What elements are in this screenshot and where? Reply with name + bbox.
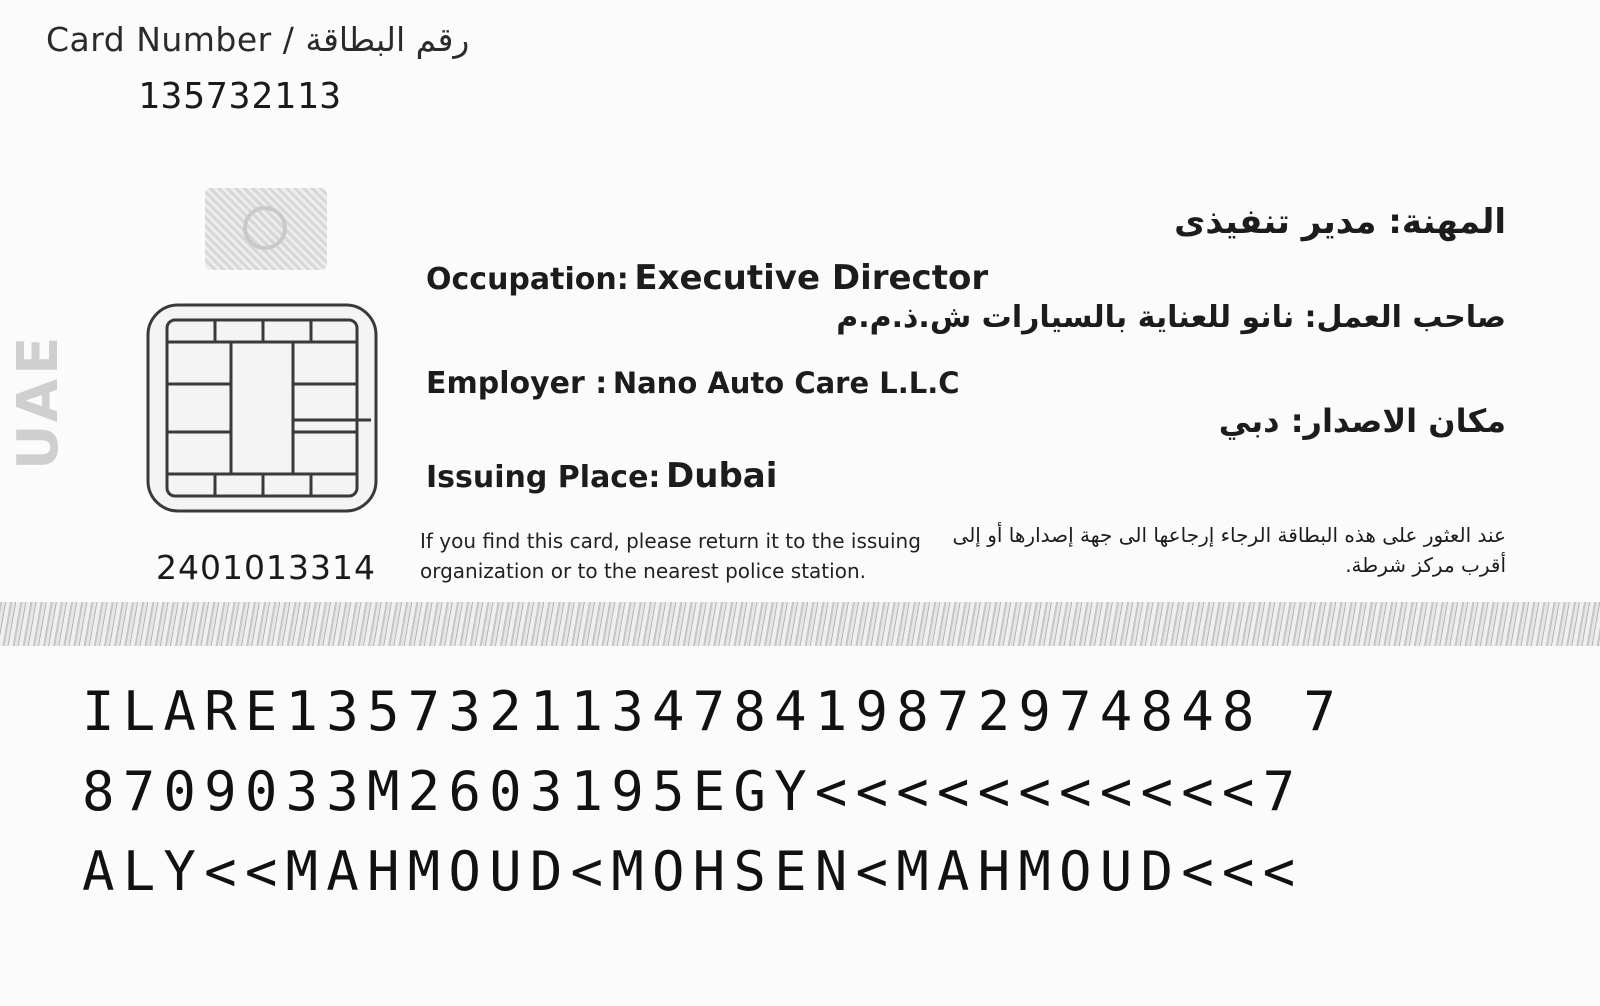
employer-ar: صاحب العمل: نانو للعناية بالسيارات ش.ذ.م.م	[836, 300, 1506, 335]
issuing-place-row	[426, 456, 777, 496]
return-notice-en-line2: organization or to the nearest police station.	[420, 559, 866, 583]
issuing-place-label: Issuing Place:	[426, 460, 661, 495]
card-serial-number: 2401013314	[156, 548, 376, 587]
occupation-value: Executive Director	[634, 258, 989, 298]
emblem-icon	[205, 188, 327, 270]
occupation-row	[426, 258, 988, 298]
employer-value: Nano Auto Care L.L.C	[612, 366, 960, 400]
issuing-place-value: Dubai	[666, 456, 778, 496]
return-notice-en	[420, 526, 921, 586]
mrz-line-2: 8709033M2603195EGY<<<<<<<<<<<7	[82, 760, 1304, 823]
return-notice-en-line1: If you find this card, please return it to the issuing	[420, 529, 921, 553]
employer-row	[426, 366, 960, 401]
occupation-ar: المهنة: مدير تنفيذى	[1174, 202, 1506, 242]
card-number-label-en: Card Number /	[46, 20, 295, 59]
return-notice-ar: عند العثور على هذه البطاقة الرجاء إرجاعها الى جهة إصدارها أو إلى أقرب مركز شرطة.	[952, 523, 1506, 577]
smart-chip-icon	[145, 302, 379, 514]
employer-label: Employer :	[426, 366, 608, 401]
country-watermark: UAE	[6, 332, 71, 470]
mrz-line-1: ILARE135732113478419872974848 7	[82, 680, 1345, 743]
issuing-place-ar: مكان الاصدار: دبي	[1218, 402, 1506, 440]
occupation-label: Occupation:	[426, 262, 629, 297]
mrz-line-3: ALY<<MAHMOUD<MOHSEN<MAHMOUD<<<	[82, 840, 1304, 903]
security-band	[0, 602, 1600, 646]
card-number: 135732113	[138, 76, 343, 117]
card-number-label-ar: رقم البطاقة	[305, 20, 470, 59]
card-number-label	[46, 20, 469, 59]
